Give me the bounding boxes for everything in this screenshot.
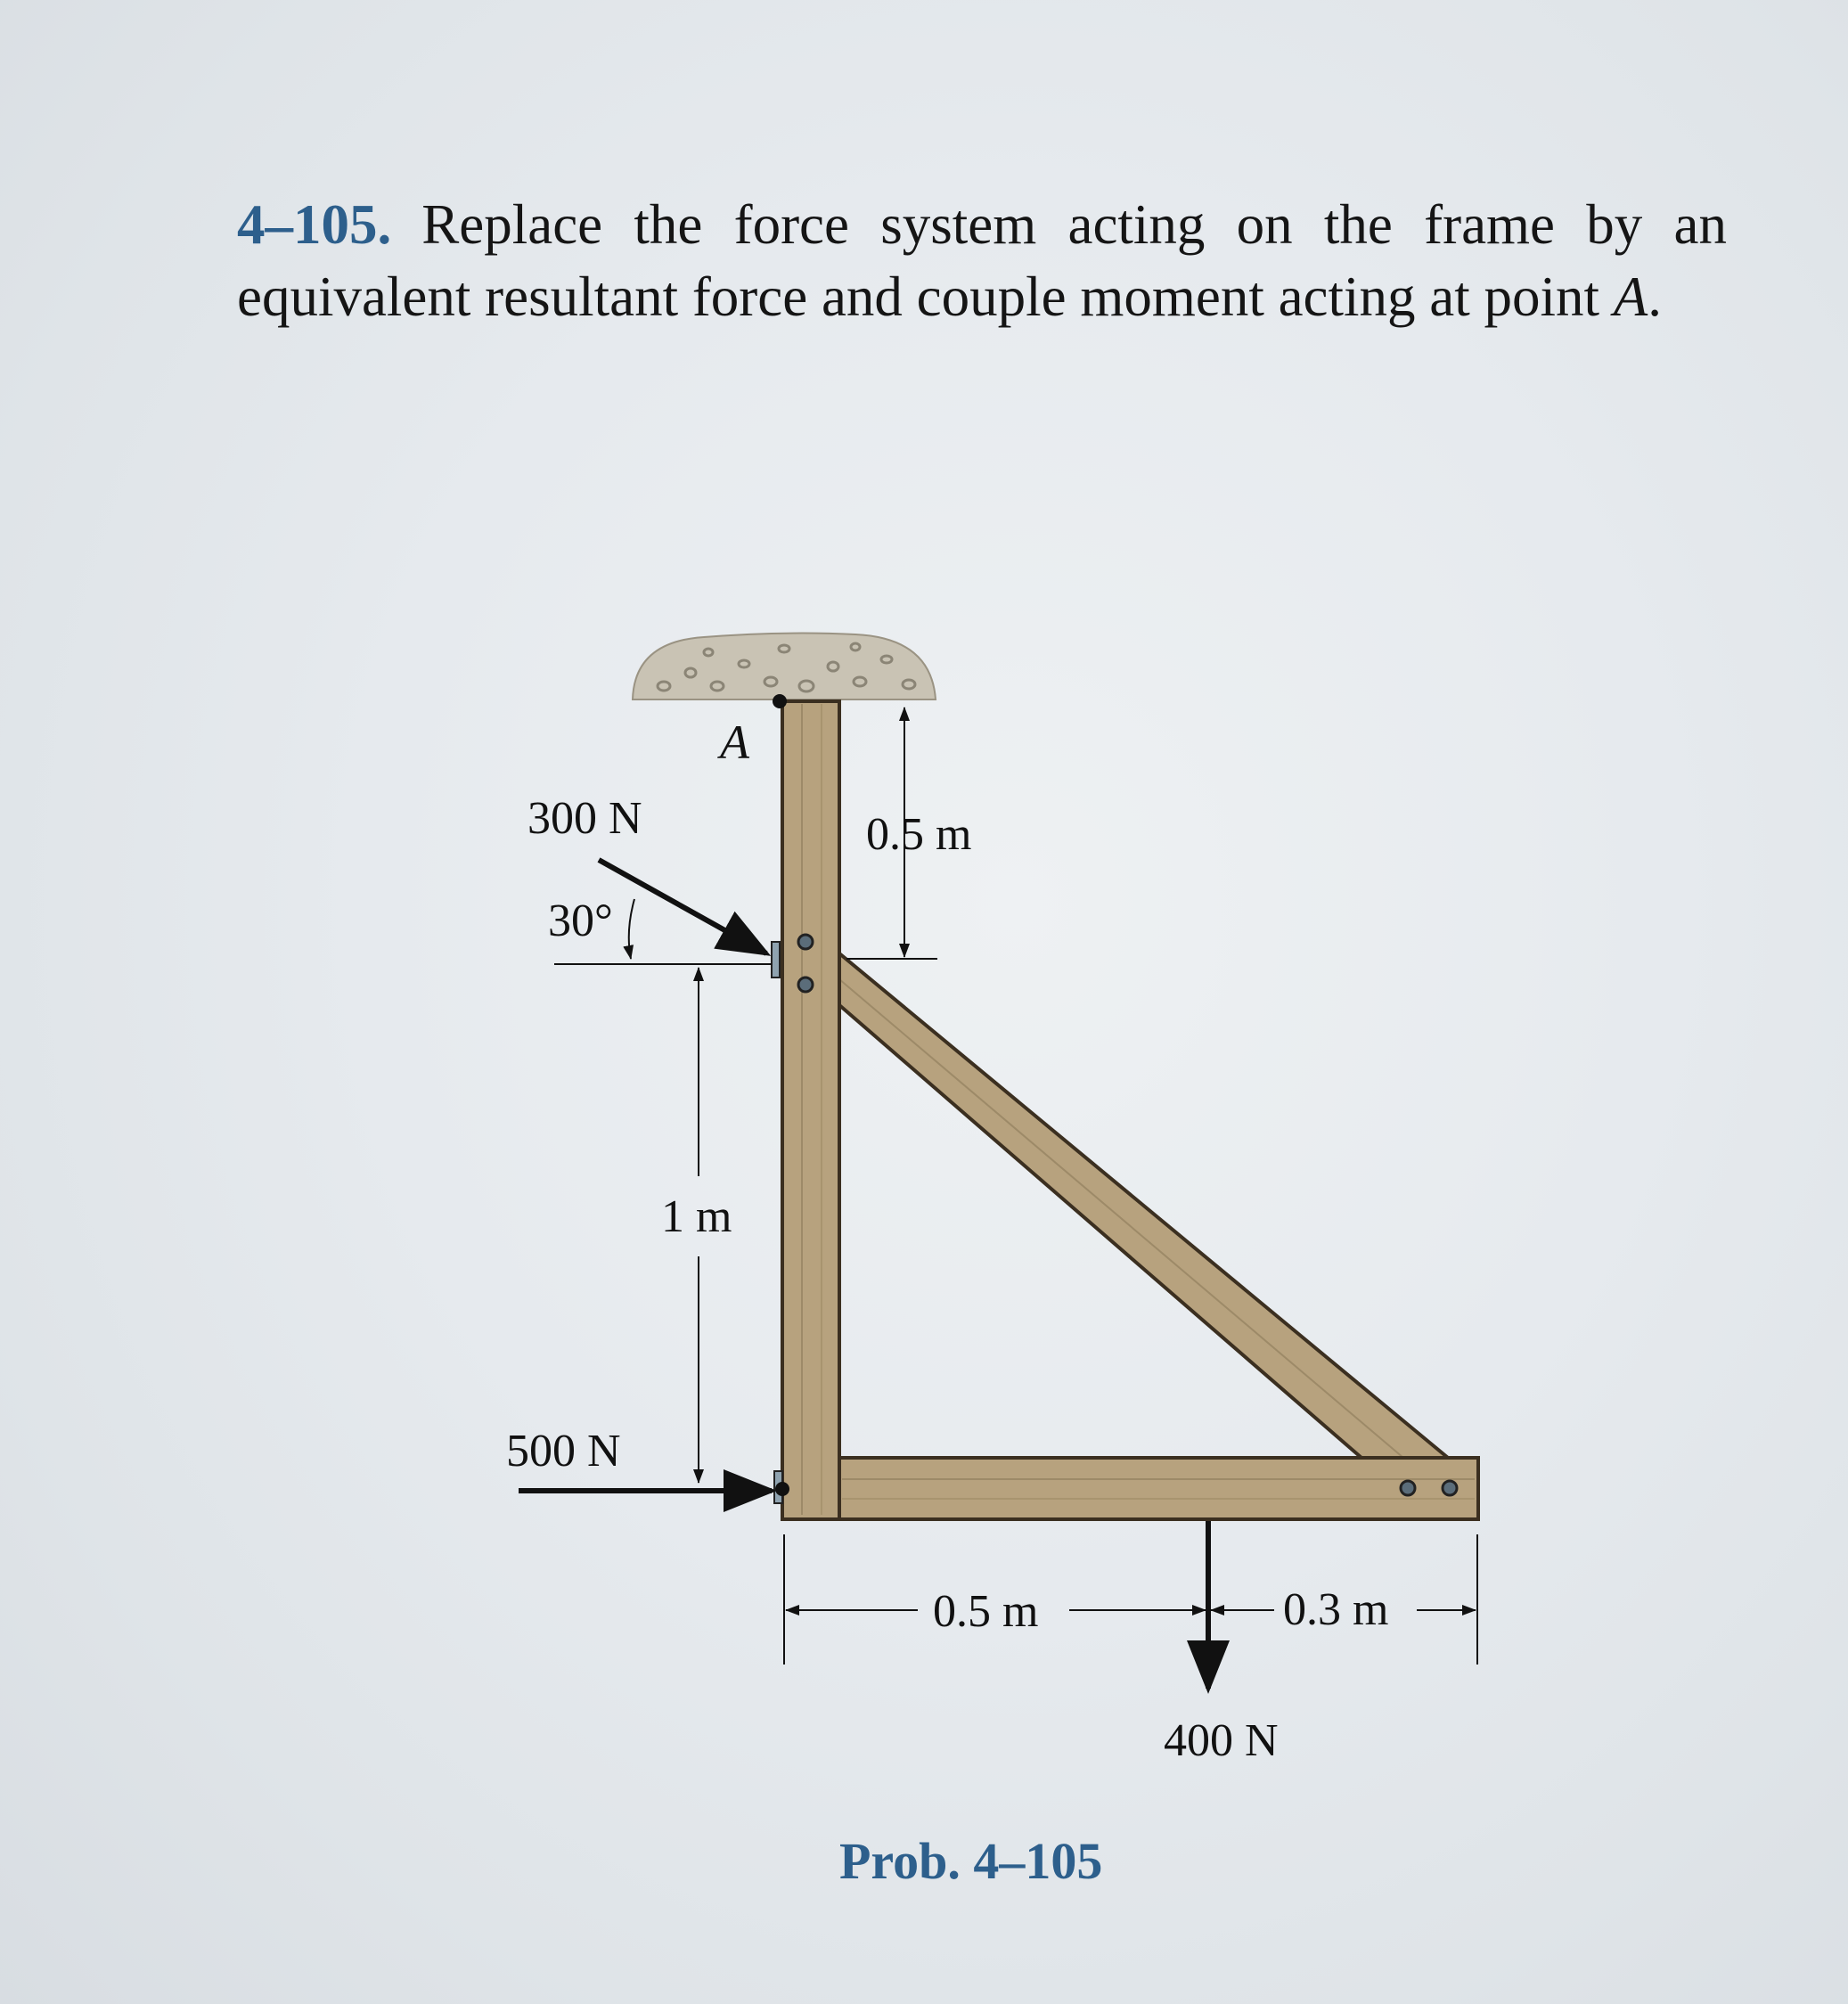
angle-30-label: 30° [548,896,613,946]
ceiling-support [633,634,936,699]
problem-text: Replace the force system acting on the frame by an equivalent resultant force and couple moment acting at point [237,193,1727,328]
vertical-member [782,701,839,1519]
point-a-label: A [720,716,749,769]
dimension-left-vertical [661,968,732,1483]
dim-left-vertical-label: 1 m [661,1191,732,1242]
dimension-bottom [784,1534,1477,1665]
force-300n [527,793,772,964]
force-500n-label: 500 N [506,1426,621,1476]
plate-upper [772,942,780,977]
horizontal-member [839,1458,1478,1519]
point-a-marker [773,694,787,708]
problem-end-punct: . [1648,266,1662,328]
dim-bottom-right-label: 0.3 m [1283,1584,1389,1635]
force-500n [506,1426,789,1496]
figure-caption: Prob. 4–105 [839,1832,1103,1890]
diagonal-brace [839,953,1448,1458]
force-400n-label: 400 N [1164,1715,1279,1766]
dim-top-vertical-label: 0.5 m [866,809,972,860]
dim-bottom-left-label: 0.5 m [933,1586,1039,1637]
force-300n-label: 300 N [527,793,642,844]
dimension-top-vertical [846,708,971,959]
force-400n [1164,1521,1279,1766]
problem-number: 4–105. [237,193,392,256]
problem-point-label: A [1613,266,1648,328]
